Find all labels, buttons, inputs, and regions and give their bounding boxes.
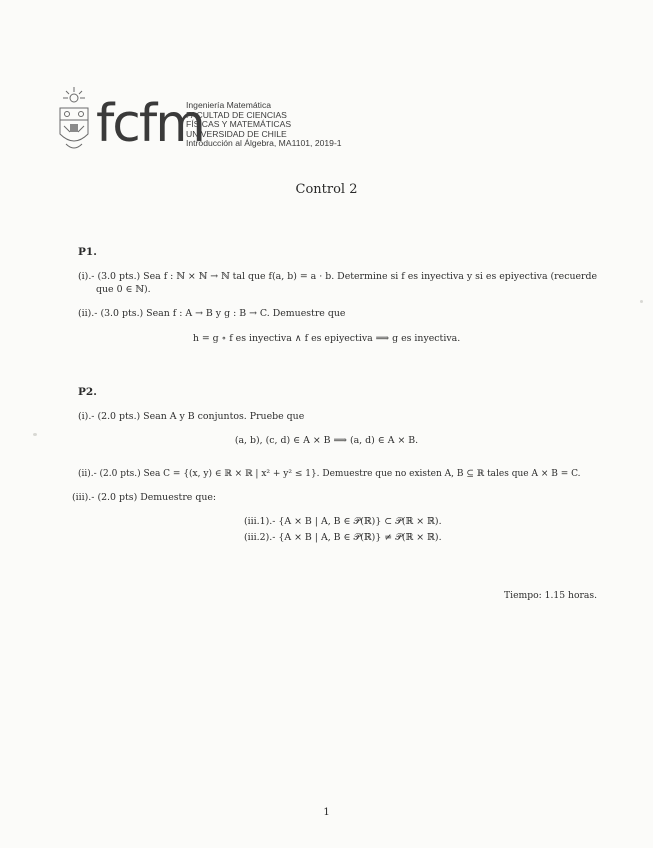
p2-item-iii: (iii).- (2.0 pts) Demuestre que: [72,492,217,503]
p1-item-i-line2: que 0 ∈ ℕ). [96,284,151,295]
p2-item-i-formula: (a, b), (c, d) ∈ A × B ⟹ (a, d) ∈ A × B. [234,435,419,446]
institution-line: Introducción al Álgebra, MA1101, 2019-1 [186,138,342,149]
p1-item-ii-formula: h = g ∘ f es inyectiva ∧ f es epiyectiva ⟹ g es inyectiva. [192,333,461,344]
exam-title: Control 2 [295,182,358,197]
institution-line: UNIVERSIDAD DE CHILE [186,128,287,139]
problem-1-label: P1. [78,246,97,258]
university-seal-icon [52,86,96,162]
p2-item-i: (i).- (2.0 pts.) Sean A y B conjuntos. Pruebe que [78,411,305,422]
p1-item-i-line1: (i).- (3.0 pts.) Sea f : ℕ × ℕ → ℕ tal que f(a, b) = a · b. Determine si f es inyectiva y si es epiyectiva (recuerde [78,271,598,282]
institution-line: Ingeniería Matemática [186,100,272,110]
institution-line: FÍSICAS Y MATEMÁTICAS [186,119,292,130]
institution-line: FACULTAD DE CIENCIAS [186,109,287,120]
fcfm-logo: fcfm [96,94,204,154]
scan-speck [33,433,37,436]
p2-item-iii-2: (iii.2).- {A × B | A, B ∈ 𝒫(ℝ)} ≠ 𝒫(ℝ × ℝ). [244,532,442,543]
scan-speck [640,300,643,303]
p2-item-ii: (ii).- (2.0 pts.) Sea C = {(x, y) ∈ ℝ × ℝ | x² + y² ≤ 1}. Demuestre que no existen A, B ⊆ ℝ tales que A × B = C. [78,469,581,479]
page-number: 1 [323,807,330,818]
time-allowed: Tiempo: 1.15 horas. [504,590,597,601]
p2-item-iii-1: (iii.1).- {A × B | A, B ∈ 𝒫(ℝ)} ⊂ 𝒫(ℝ × ℝ). [244,516,442,527]
p1-item-ii: (ii).- (3.0 pts.) Sean f : A → B y g : B → C. Demuestre que [78,308,346,319]
institution-block [186,101,342,149]
problem-2-label: P2. [78,386,97,398]
